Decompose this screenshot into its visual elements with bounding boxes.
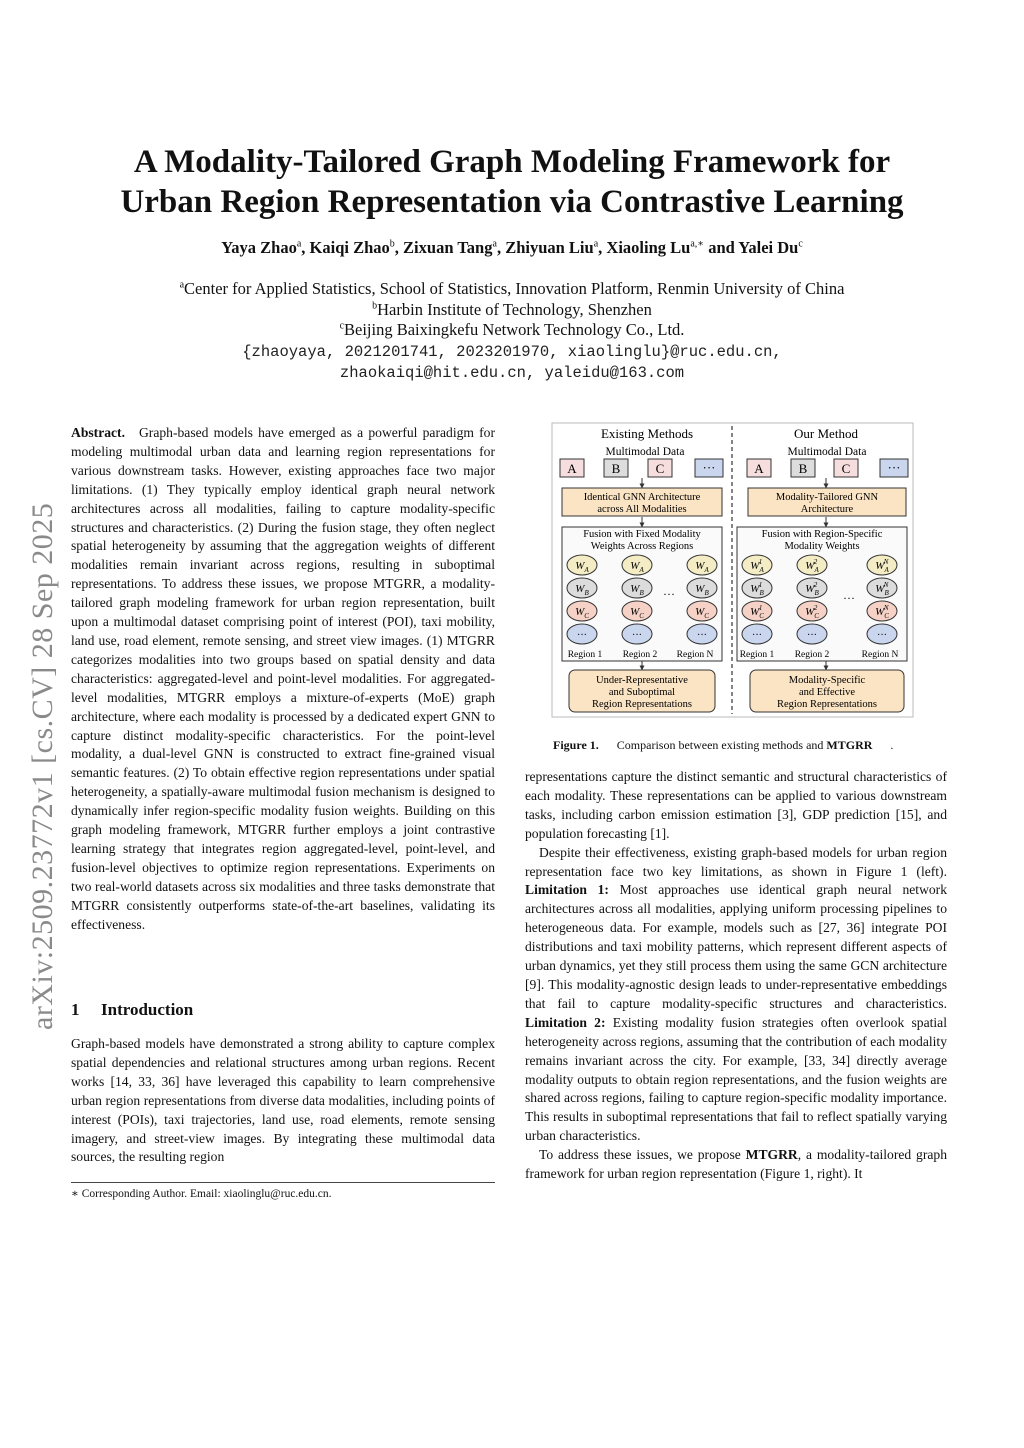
weight-label: $W_A2$ [805, 558, 819, 574]
weight-label: $W_B$ [630, 583, 644, 597]
fig-left-multimodal: Multimodal Data [605, 446, 685, 458]
author-affil-mark: c [798, 238, 803, 250]
modality-box-label: B [611, 461, 621, 476]
author-affil-mark: a [296, 238, 302, 250]
fig-left-output-line2: and Suboptimal [608, 687, 676, 698]
fig-right-multimodal: Multimodal Data [787, 446, 867, 458]
weight-label: $W_C$ [575, 606, 589, 620]
modality-box-label: A [754, 461, 764, 476]
abstract-label: Abstract. [71, 425, 125, 440]
affiliation-b [0, 300, 1024, 320]
weight-label: $W_AN$ [875, 558, 889, 574]
modality-box-label: ··· [887, 460, 901, 475]
fig-left-gnn-line2: across All Modalities [597, 504, 687, 515]
fig-left-output-line3: Region Representations [591, 699, 693, 710]
weight-label: $W_A$ [575, 560, 589, 574]
caption-end: . [890, 738, 894, 752]
fig-right-gnn-line2: Architecture [800, 504, 854, 515]
caption-bold: MTGRR [826, 738, 873, 752]
footnote-rule [71, 1182, 495, 1183]
affiliation-a [0, 279, 1024, 299]
weight-label: $W_CN$ [875, 604, 889, 620]
caption-label: Figure 1. [553, 738, 599, 752]
para-text: Existing modality fusion strategies often overlook spatial heterogeneity across regions, assuming that the contribution of each modality remains invariant across the city. For example, [33, 34] directly average modality outputs to obtain region representations, and the fusion weights are shared across regions, failing to capture region-specific modality importance. This results in suboptimal representations that fail to reflect spatially varying urban characteristics. [525, 1014, 947, 1144]
weight-label: $W_C$ [695, 606, 709, 620]
abstract-text: Graph-based models have emerged as a powerful paradigm for modeling multimodal urban data and learning region representations for various downstream tasks. However, existing approaches face two major limitations. (1) They typically employ identical graph neural network architectures across all modalities, failing to capture modality-specific structures and characteristics. (2) During the fusion stage, they often neglect spatial heterogeneity by assuming that the aggregation weights of different modalities remain invariant across regions, resulting in suboptimal representations. To address these issues, we propose MTGRR, a modality-tailored graph modeling framework for urban region representation, built upon a multimodal dataset comprising point of interest (POI), taxi mobility, land use, road element, remote sensing, and street view images. (1) MTGRR categorizes modalities into two groups based on spatial density and data characteristics: aggregated-level and point-level modalities. For aggregated-level modalities, MTGRR employs a mixture-of-experts (MoE) graph architecture, where each modality is processed by a dedicated expert GNN to capture distinct modality-specific characteristics. For the point-level modality, a dual-level GNN is constructed to extract fine-grained visual semantic features. (2) To obtain effective region representations under spatial heterogeneity, a spatially-aware multimodal fusion mechanism is designed to dynamically infer region-specific modality fusion weights. Building on this graph modeling framework, MTGRR further employs a joint contrastive learning strategy that integrates region aggregated-level, point-level, and fusion-level objectives to optimize region representations. Experiments on two real-world datasets across six modalities and three tasks demonstrate that MTGRR consistently outperforms state-of-the-art baselines, validating its effectiveness. [71, 425, 495, 932]
author-affil-mark: a,∗ [690, 238, 705, 250]
weight-label: $W_B1$ [750, 581, 764, 597]
fig-right-gnn-line1: Modality-Tailored GNN [775, 492, 879, 503]
fig-left-fusion-line2: Weights Across Regions [590, 541, 694, 552]
arxiv-stamp: arXiv:2509.23772v1 [cs.CV] 28 Sep 2025 [26, 502, 59, 1030]
fig-right-region-1: Region 1 [739, 650, 775, 660]
para-text: , a modality-tailored graph framework for urban region representation (Figure 1, right). It [525, 1147, 947, 1182]
fig-left-region-n: Region N [676, 650, 714, 660]
para-text: Despite their effectiveness, existing graph-based models for urban region representation face two key limitations, as shown in Figure 1 (left). [525, 844, 947, 879]
weight-label: $W_C1$ [750, 604, 764, 620]
weight-label: $W_C2$ [805, 604, 819, 620]
author-name: , Zhiyuan Liu [496, 238, 594, 257]
email-line-2: zhaokaiqi@hit.edu.cn, yaleidu@163.com [339, 364, 685, 382]
para-text: Most approaches use identical graph neural network architectures across all modalities, applying uniform processing pipelines to heterogeneous data. For example, models such as [27, 36] integrate POI distributions and taxi mobility patterns, which represent different aspects of urban dynamics, yet they still process them using the same GCN architecture [9]. This modality-agnostic design leads to under-representative embeddings that fail to capture modality-specific structures and characteristics. [525, 882, 948, 1011]
fig-left-title: Existing Methods [600, 426, 694, 441]
fig-left-output-line1: Under-Representative [596, 675, 688, 686]
figure-caption [553, 738, 973, 753]
ellipsis-label: ··· [877, 630, 887, 641]
weight-label: $W_B$ [575, 583, 589, 597]
affiliation-c [0, 320, 1024, 340]
author-name: , Zixuan Tang [394, 238, 493, 257]
ellipsis-label: ··· [697, 630, 707, 641]
weight-label: $W_C$ [630, 606, 644, 620]
fig-left-fusion-line1: Fusion with Fixed Modality [583, 529, 701, 540]
method-name: MTGRR [745, 1147, 798, 1163]
fig-left-gnn-line1: Identical GNN Architecture [583, 492, 701, 503]
right-paragraph-2 [525, 844, 947, 1147]
title-line-2: Urban Region Representation via Contrastive Learning [120, 184, 904, 220]
limitation-2-label: Limitation 2: [525, 1014, 606, 1030]
ellipsis-label: ··· [752, 630, 762, 641]
fig-right-fusion-line1: Fusion with Region-Specific [761, 529, 883, 540]
fig-right-output-line2: and Effective [798, 687, 856, 698]
author-affil-mark: b [389, 238, 395, 250]
intro-text: Graph-based models have demonstrated a strong ability to capture complex spatial dependencies and relational structures among urban regions. Recent works [14, 33, 36] have leveraged this capability to learn comprehensive urban region representations from diverse data modalities, including points of interest (POIs), taxi trajectories, land use, road elements, remote sensing imagery, and street-view images. By integrating these multimodal data sources, the resulting region [71, 1036, 495, 1165]
modality-box-label: ··· [702, 460, 716, 475]
ellipsis-label: ··· [807, 630, 817, 641]
limitation-1-label: Limitation 1: [525, 882, 609, 898]
fig-right-region-2: Region 2 [794, 650, 830, 660]
author-name: , Kaiqi Zhao [301, 238, 390, 257]
section-title: Introduction [101, 1000, 194, 1019]
para-text: To address these issues, we propose [539, 1147, 746, 1163]
fig-left-region-2: Region 2 [622, 650, 658, 660]
paper-title [0, 142, 1024, 222]
fig-left-region-1: Region 1 [567, 650, 603, 660]
fig-left-ellipsis: ··· [663, 587, 675, 601]
affil-mark: a [179, 279, 185, 291]
fig-right-region-n: Region N [861, 650, 899, 660]
weight-label: $W_BN$ [875, 581, 889, 597]
affil-text: Center for Applied Statistics, School of Statistics, Innovation Platform, Renmin University of China [184, 279, 845, 298]
modality-box-label: A [567, 461, 577, 476]
modality-box-label: C [655, 461, 665, 476]
modality-box-label: C [841, 461, 851, 476]
right-paragraph-3 [525, 1146, 947, 1184]
fig-right-output-line1: Modality-Specific [788, 675, 866, 686]
footnote: ∗ Corresponding Author. Email: xiaolinglu@ruc.edu.cn. [71, 1188, 332, 1200]
caption-text: Comparison between existing methods and [616, 738, 827, 752]
weight-label: $W_B2$ [805, 581, 819, 597]
author-affil-mark: a [492, 238, 497, 250]
fig-right-title: Our Method [794, 426, 858, 441]
section-heading [71, 1000, 193, 1020]
weight-label: $W_B$ [695, 583, 709, 597]
section-number: 1 [71, 1000, 80, 1019]
fig-right-ellipsis: ··· [843, 591, 855, 605]
intro-paragraph [71, 1035, 495, 1167]
affil-mark: c [339, 320, 345, 332]
author-name: , Xiaoling Lu [598, 238, 691, 257]
right-column [525, 768, 947, 1184]
weight-label: $W_A$ [695, 560, 709, 574]
author-name: Yaya Zhao [221, 238, 297, 257]
fig-right-output-line3: Region Representations [776, 699, 878, 710]
affil-mark: b [372, 300, 378, 312]
email-line-1: {zhaoyaya, 2021201741, 2023201970, xiaolinglu}@ruc.edu.cn, [242, 343, 782, 361]
ellipsis-label: ··· [632, 630, 642, 641]
author-affil-mark: a [593, 238, 599, 250]
right-paragraph-1: representations capture the distinct semantic and structural characteristics of each modality. These representations can be applied to various downstream tasks, including carbon emission estimation [3], GDP prediction [15], and population forecasting [1]. [525, 769, 947, 841]
modality-box-label: B [798, 461, 808, 476]
affil-text: Harbin Institute of Technology, Shenzhen [377, 300, 652, 319]
fig-right-fusion-line2: Modality Weights [784, 541, 860, 552]
weight-label: $W_A$ [630, 560, 644, 574]
author-list [0, 238, 1024, 258]
title-line-1: A Modality-Tailored Graph Modeling Framework for [133, 144, 891, 180]
author-name: and Yalei Du [704, 238, 799, 257]
affil-text: Beijing Baixingkefu Network Technology Co., Ltd. [344, 320, 685, 339]
weight-label: $W_A1$ [750, 558, 764, 574]
ellipsis-label: ··· [577, 630, 587, 641]
figure-1 [551, 422, 914, 718]
abstract [71, 424, 495, 934]
